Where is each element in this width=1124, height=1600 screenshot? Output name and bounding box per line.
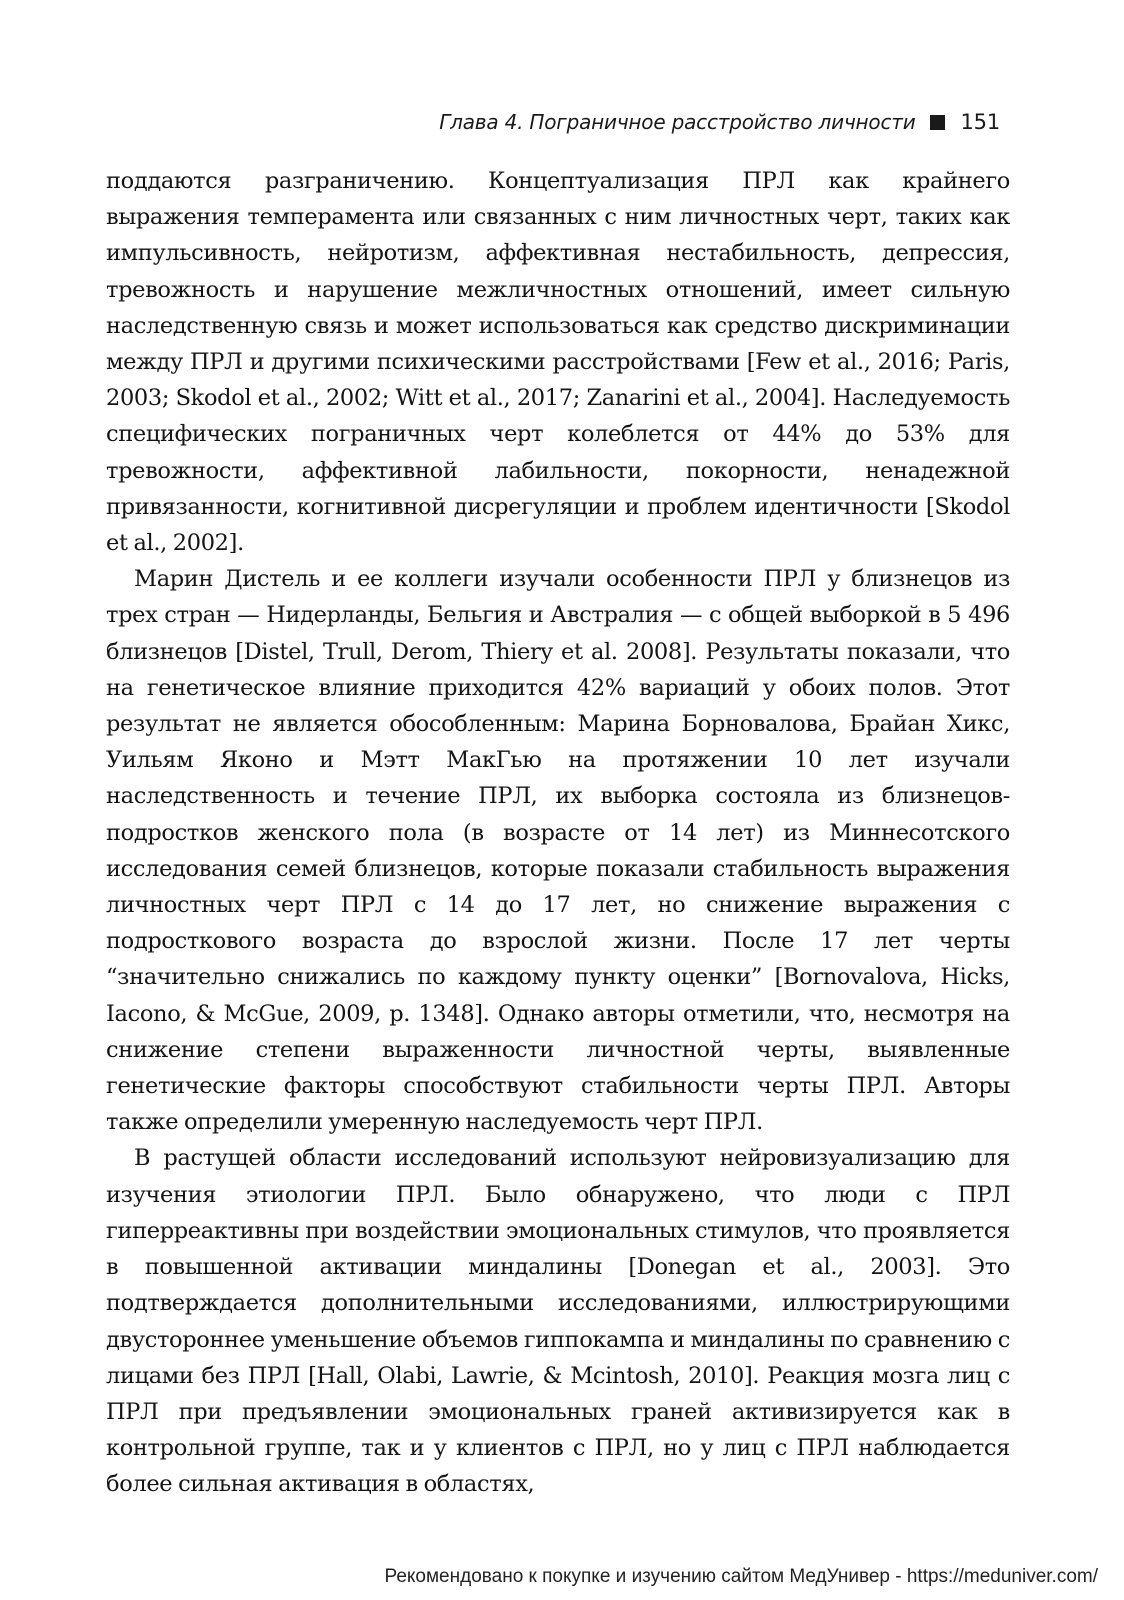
- paragraph-2: [106, 561, 1010, 1140]
- chapter-title: Глава 4. Пограничное расстройство личности: [439, 110, 916, 134]
- running-head: [439, 107, 1000, 137]
- paragraph-3-text: В растущей области исследований используют нейровизуализацию для изучения этиологии ПРЛ. Было обнаружено, что люди с ПРЛ гиперреактивны при воздействии эмоциональных стимулов, что проявляется в повышенной активации миндалины [Donegan et al., 2003]. Это подтверждается дополнительными исследованиями, иллюстрирующими двустороннее уменьшение объемов гиппокампа и миндалины по сравнению с лицами без ПРЛ [Hall, Olabi, Lawrie, & Mcintosh, 2010]. Реакция мозга лиц с ПРЛ при предъявлении эмоциональных граней активизируется как в контрольной группе, так и у клиентов с ПРЛ, но у лиц с ПРЛ наблюдается более сильная активация в областях,: [106, 1145, 1010, 1498]
- paragraph-1: [106, 163, 1010, 561]
- page-number: 151: [960, 110, 1000, 134]
- paragraph-3: [106, 1140, 1010, 1502]
- body-text: [106, 163, 1010, 1503]
- footer-watermark: Рекомендовано к покупке и изучению сайтом МедУнивер - https://meduniver.com/: [384, 1566, 1098, 1587]
- paragraph-1-text: поддаются разграничению. Концептуализация ПРЛ как крайнего выражения темперамента или связанных с ним личностных черт, таких как импульсивность, нейротизм, аффективная нестабильность, депрессия, тревожность и нарушение межличностных отношений, имеет сильную наследственную связь и может использоваться как средство дискриминации между ПРЛ и другими психическими расстройствами [Few et al., 2016; Paris, 2003; Skodol et al., 2002; Witt et al., 2017; Zanarini et al., 2004]. Наследуемость специфических пограничных черт колеблется от 44% до 53% для тревожности, аффективной лабильности, покорности, ненадежной привязанности, когнитивной дисрегуляции и проблем идентичности [Skodol et al., 2002].: [106, 168, 1010, 557]
- paragraph-2-text: Марин Дистель и ее коллеги изучали особенности ПРЛ у близнецов из трех стран — Нидерланды, Бельгия и Австралия — с общей выборкой в 5 496 близнецов [Distel, Trull, Derom, Thiery et al. 2008]. Результаты показали, что на генетическое влияние приходится 42% вариаций у обоих полов. Этот результат не является обособленным: Марина Борновалова, Брайан Хикс, Уильям Яконо и Мэтт МакГью на протяжении 10 лет изучали наследственность и течение ПРЛ, их выборка состояла из близнецов-подростков женского пола (в возрасте от 14 лет) из Миннесотского исследования семей близнецов, которые показали стабильность выражения личностных черт ПРЛ с 14 до 17 лет, но снижение выражения с подросткового возраста до взрослой жизни. После 17 лет черты “значительно снижались по каждому пункту оценки” [Bornovalova, Hicks, Iacono, & McGue, 2009, p. 1348]. Однако авторы отметили, что, несмотря на снижение степени выраженности личностной черты, выявленные генетические факторы способствуют стабильности черты ПРЛ. Авторы также определили умеренную наследуемость черт ПРЛ.: [106, 566, 1010, 1136]
- square-marker-icon: [930, 115, 945, 130]
